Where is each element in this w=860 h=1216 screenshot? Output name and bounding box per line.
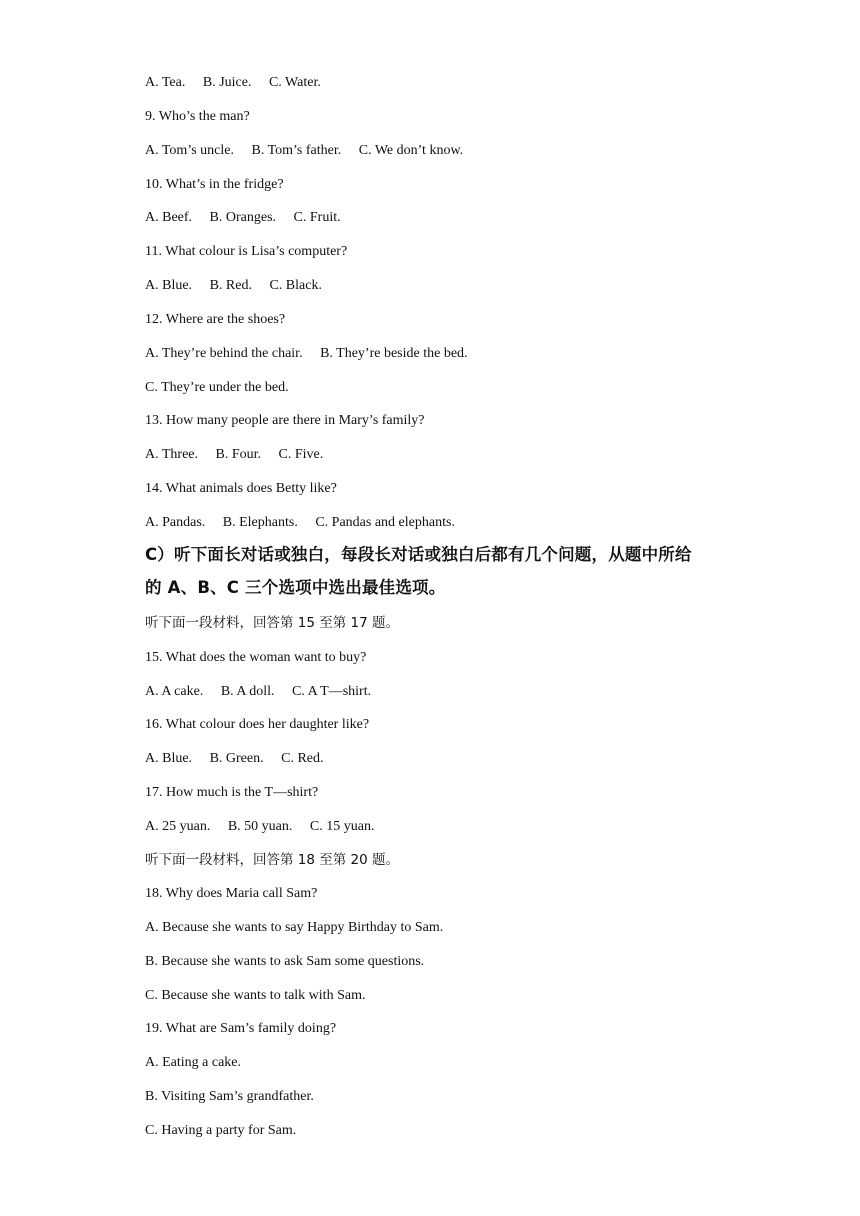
option-a: A. Tea. [145, 75, 186, 90]
question-16: 16. What colour does her daughter like? [145, 717, 370, 732]
option-b: B. They’re beside the bed. [320, 346, 468, 361]
option-b: B. 50 yuan. [227, 819, 293, 834]
option-b: B. A doll. [220, 684, 275, 699]
option-c: C. Five. [278, 447, 324, 462]
option-c: C. We don’t know. [358, 143, 464, 158]
option-a-q19: A. Eating a cake. [145, 1055, 242, 1070]
option-c: C. Pandas and elephants. [315, 515, 455, 530]
option-c-q12: C. They’re under the bed. [145, 380, 289, 395]
options-q13 [145, 446, 337, 464]
option-b-q18: B. Because she wants to ask Sam some questions. [145, 954, 425, 969]
option-c: C. 15 yuan. [309, 819, 375, 834]
options-q8 [145, 74, 335, 92]
option-a: A. Blue. [145, 751, 193, 766]
section-heading-line-2: 的 A、B、C 三个选项中选出最佳选项。 [145, 578, 446, 597]
options-q15 [145, 683, 385, 701]
options-q14 [145, 514, 469, 532]
options-q16 [145, 750, 338, 768]
question-9: 9. Who’s the man? [145, 109, 250, 124]
question-15: 15. What does the woman want to buy? [145, 650, 367, 665]
listening-intro-1: 听下面一段材料，回答第 15 至第 17 题。 [145, 615, 400, 631]
question-19: 19. What are Sam’s family doing? [145, 1021, 337, 1036]
option-b: B. Four. [215, 447, 262, 462]
question-18: 18. Why does Maria call Sam? [145, 886, 318, 901]
option-a: A. They’re behind the chair. [145, 346, 303, 361]
option-a: A. Pandas. [145, 515, 206, 530]
option-c: C. A T—shirt. [292, 684, 372, 699]
option-a: A. Blue. [145, 278, 193, 293]
option-c: C. Black. [269, 278, 322, 293]
option-a: A. Beef. [145, 210, 193, 225]
options-q11 [145, 277, 336, 295]
option-b: B. Red. [209, 278, 252, 293]
option-a: A. 25 yuan. [145, 819, 211, 834]
options-q12 [145, 345, 482, 363]
option-c: C. Fruit. [293, 210, 341, 225]
option-a: A. Tom’s uncle. [145, 143, 234, 158]
question-11: 11. What colour is Lisa’s computer? [145, 244, 348, 259]
option-a: A. Three. [145, 447, 198, 462]
section-heading-line-1: C）听下面长对话或独白，每段长对话或独白后都有几个问题，从题中所给 [145, 545, 692, 564]
option-b-q19: B. Visiting Sam’s grandfather. [145, 1089, 314, 1104]
option-b: B. Oranges. [209, 210, 277, 225]
option-a-q18: A. Because she wants to say Happy Birthday to Sam. [145, 920, 444, 935]
option-b: B. Green. [209, 751, 264, 766]
option-c-q18: C. Because she wants to talk with Sam. [145, 988, 366, 1003]
question-10: 10. What’s in the fridge? [145, 177, 284, 192]
question-17: 17. How much is the T—shirt? [145, 785, 319, 800]
question-12: 12. Where are the shoes? [145, 312, 286, 327]
option-c-q19: C. Having a party for Sam. [145, 1123, 297, 1138]
option-c: C. Water. [268, 75, 321, 90]
options-q9 [145, 142, 477, 160]
option-b: B. Juice. [202, 75, 252, 90]
question-14: 14. What animals does Betty like? [145, 481, 337, 496]
listening-intro-2: 听下面一段材料，回答第 18 至第 20 题。 [145, 852, 400, 868]
option-a: A. A cake. [145, 684, 204, 699]
option-b: B. Tom’s father. [251, 143, 342, 158]
question-13: 13. How many people are there in Mary’s family? [145, 413, 425, 428]
options-q10 [145, 209, 355, 227]
option-c: C. Red. [281, 751, 324, 766]
options-q17 [145, 818, 388, 836]
option-b: B. Elephants. [222, 515, 298, 530]
